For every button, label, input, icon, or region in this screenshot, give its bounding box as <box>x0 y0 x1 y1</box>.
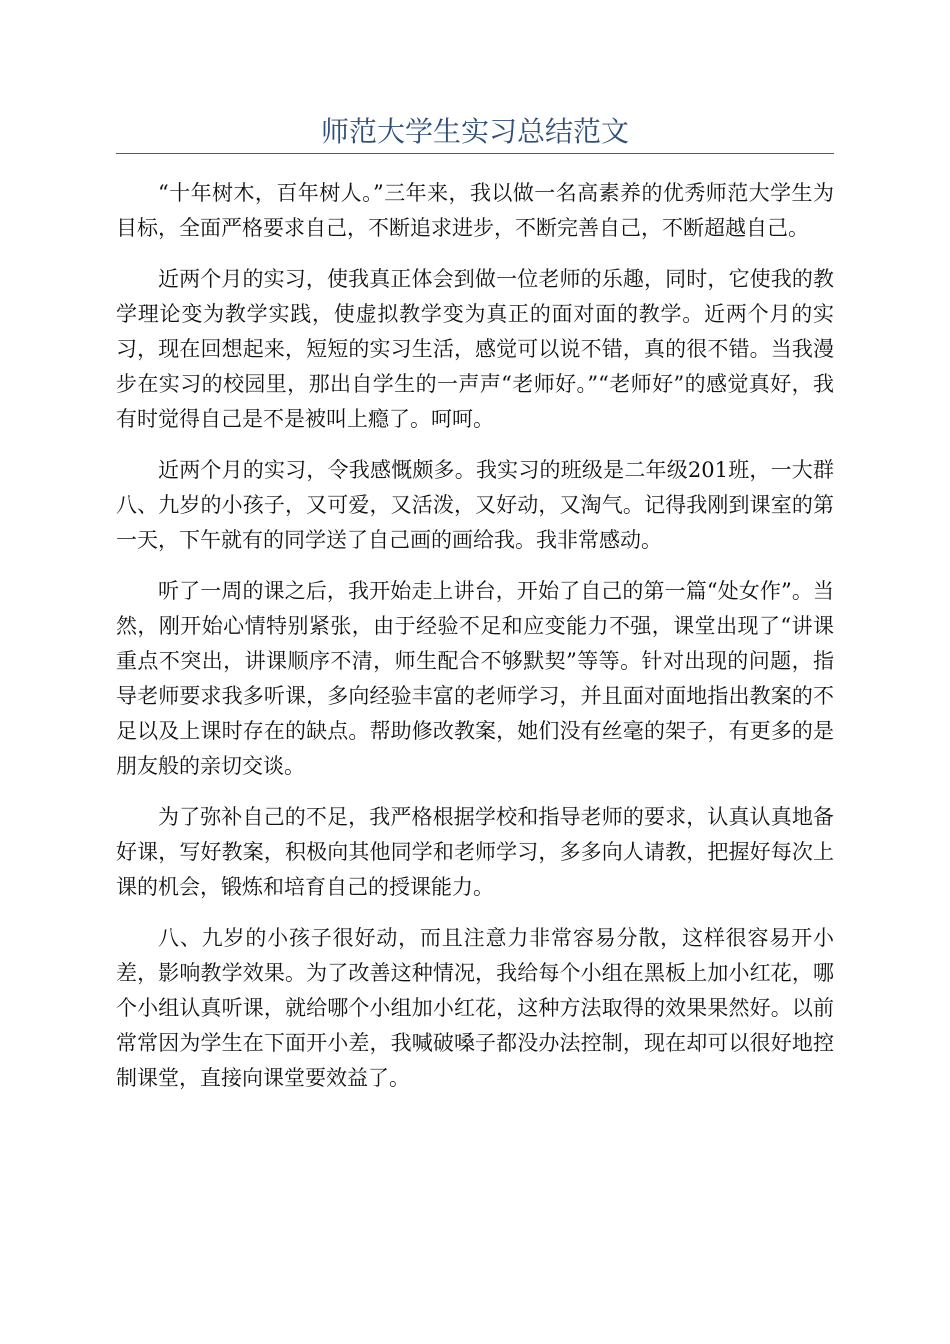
paragraph: 近两个月的实习，使我真正体会到做一位老师的乐趣，同时，它使我的教学理论变为教学实践，使虚拟教学变为真正的面对面的教学。近两个月的实习，现在回想起来，短短的实习生活，感觉可以说不错，真的很不错。当我漫步在实习的校园里，那出自学生的一声声“老师好。”“老师好”的感觉真好，我有时觉得自己是不是被叫上瘾了。呵呵。 <box>116 267 834 431</box>
paragraph: 八、九岁的小孩子很好动，而且注意力非常容易分散，这样很容易开小差，影响教学效果。为了改善这种情况，我给每个小组在黑板上加小红花，哪个小组认真听课，就给哪个小组加小红花，这种方法取得的效果果然好。以前常常因为学生在下面开小差，我喊破嗓子都没办法控制，现在却可以很好地控制课堂，直接向课堂要效益了。 <box>116 926 834 1090</box>
paragraph: 近两个月的实习，令我感慨颇多。我实习的班级是二年级201班，一大群八、九岁的小孩子，又可爱，又活泼，又好动，又淘气。记得我刚到课室的第一天，下午就有的同学送了自己画的画给我。我非常感动。 <box>116 458 834 552</box>
document-body <box>116 176 834 1112</box>
paragraph: “十年树木，百年树人。”三年来，我以做一名高素养的优秀师范大学生为目标，全面严格要求自己，不断追求进步，不断完善自己，不断超越自己。 <box>116 181 834 240</box>
document-title: 师范大学生实习总结范文 <box>320 115 629 148</box>
paragraph: 听了一周的课之后，我开始走上讲台，开始了自己的第一篇“处女作”。当然，刚开始心情特别紧张，由于经验不足和应变能力不强，课堂出现了“讲课重点不突出，讲课顺序不清，师生配合不够默契”等等。针对出现的问题，指导老师要求我多听课，多向经验丰富的老师学习，并且面对面地指出教案的不足以及上课时存在的缺点。帮助修改教案，她们没有丝毫的架子，有更多的是朋友般的亲切交谈。 <box>116 579 834 778</box>
paragraph: 为了弥补自己的不足，我严格根据学校和指导老师的要求，认真认真地备好课，写好教案，积极向其他同学和老师学习，多多向人请教，把握好每次上课的机会，锻炼和培育自己的授课能力。 <box>116 805 834 899</box>
title-underline <box>116 153 834 154</box>
